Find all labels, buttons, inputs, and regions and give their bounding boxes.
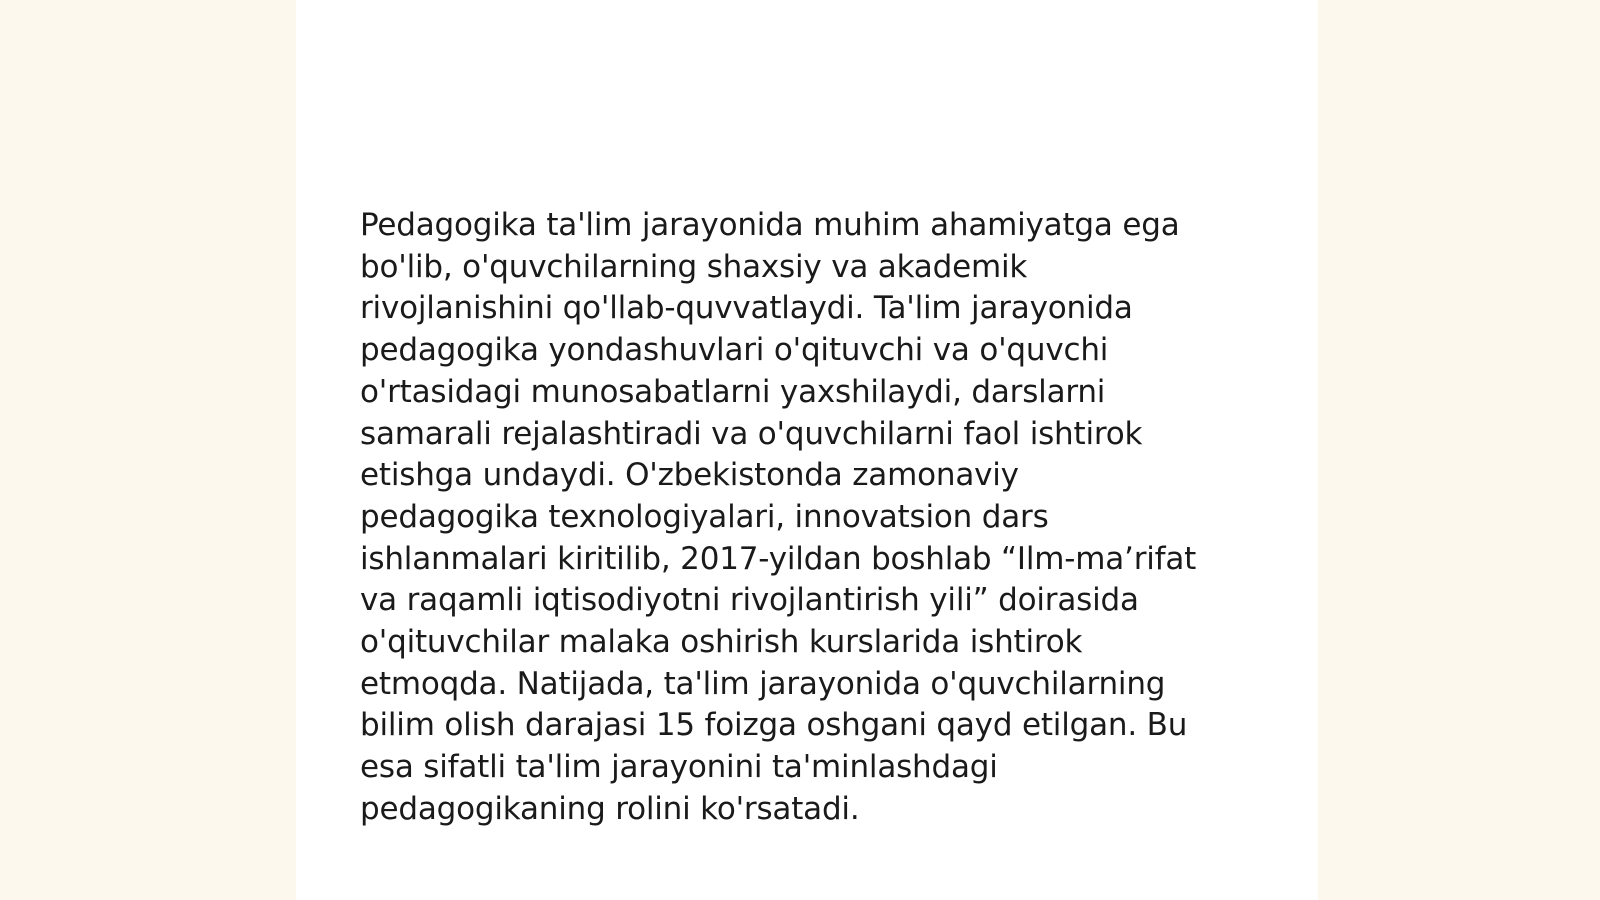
paragraph-line: bo'lib, o'quvchilarning shaxsiy va akademik — [360, 248, 1028, 285]
paragraph-line: pedagogika texnologiyalari, innovatsion dars — [360, 498, 1049, 535]
document-page — [296, 0, 1318, 900]
paragraph-line: Pedagogika ta'lim jarayonida muhim ahamiyatga ega — [360, 207, 1180, 243]
paragraph-line: o'rtasidagi munosabatlarni yaxshilaydi, darslarni — [360, 373, 1106, 410]
paragraph-line: rivojlanishini qo'llab-quvvatlaydi. Ta'lim jarayonida — [360, 290, 1133, 327]
paragraph-line: pedagogika yondashuvlari o'qituvchi va o'quvchi — [360, 332, 1109, 369]
paragraph-line: etmoqda. Natijada, ta'lim jarayonida o'quvchilarning — [360, 665, 1166, 702]
body-paragraph — [360, 205, 1265, 831]
paragraph-line: pedagogikaning rolini ko'rsatadi. — [360, 790, 860, 827]
paragraph-line: esa sifatli ta'lim jarayonini ta'minlashdagi — [360, 749, 998, 786]
paragraph-line: ishlanmalari kiritilib, 2017-yildan boshlab “Ilm-ma’rifat — [360, 540, 1197, 577]
paragraph-line: bilim olish darajasi 15 foizga oshgani qayd etilgan. Bu — [360, 707, 1188, 744]
paragraph-line: etishga undaydi. O'zbekistonda zamonaviy — [360, 457, 1019, 494]
paragraph-line: o'qituvchilar malaka oshirish kurslarida ishtirok — [360, 624, 1083, 661]
paragraph-line: samarali rejalashtiradi va o'quvchilarni faol ishtirok — [360, 415, 1143, 452]
paragraph-line: va raqamli iqtisodiyotni rivojlantirish yili” doirasida — [360, 582, 1139, 619]
